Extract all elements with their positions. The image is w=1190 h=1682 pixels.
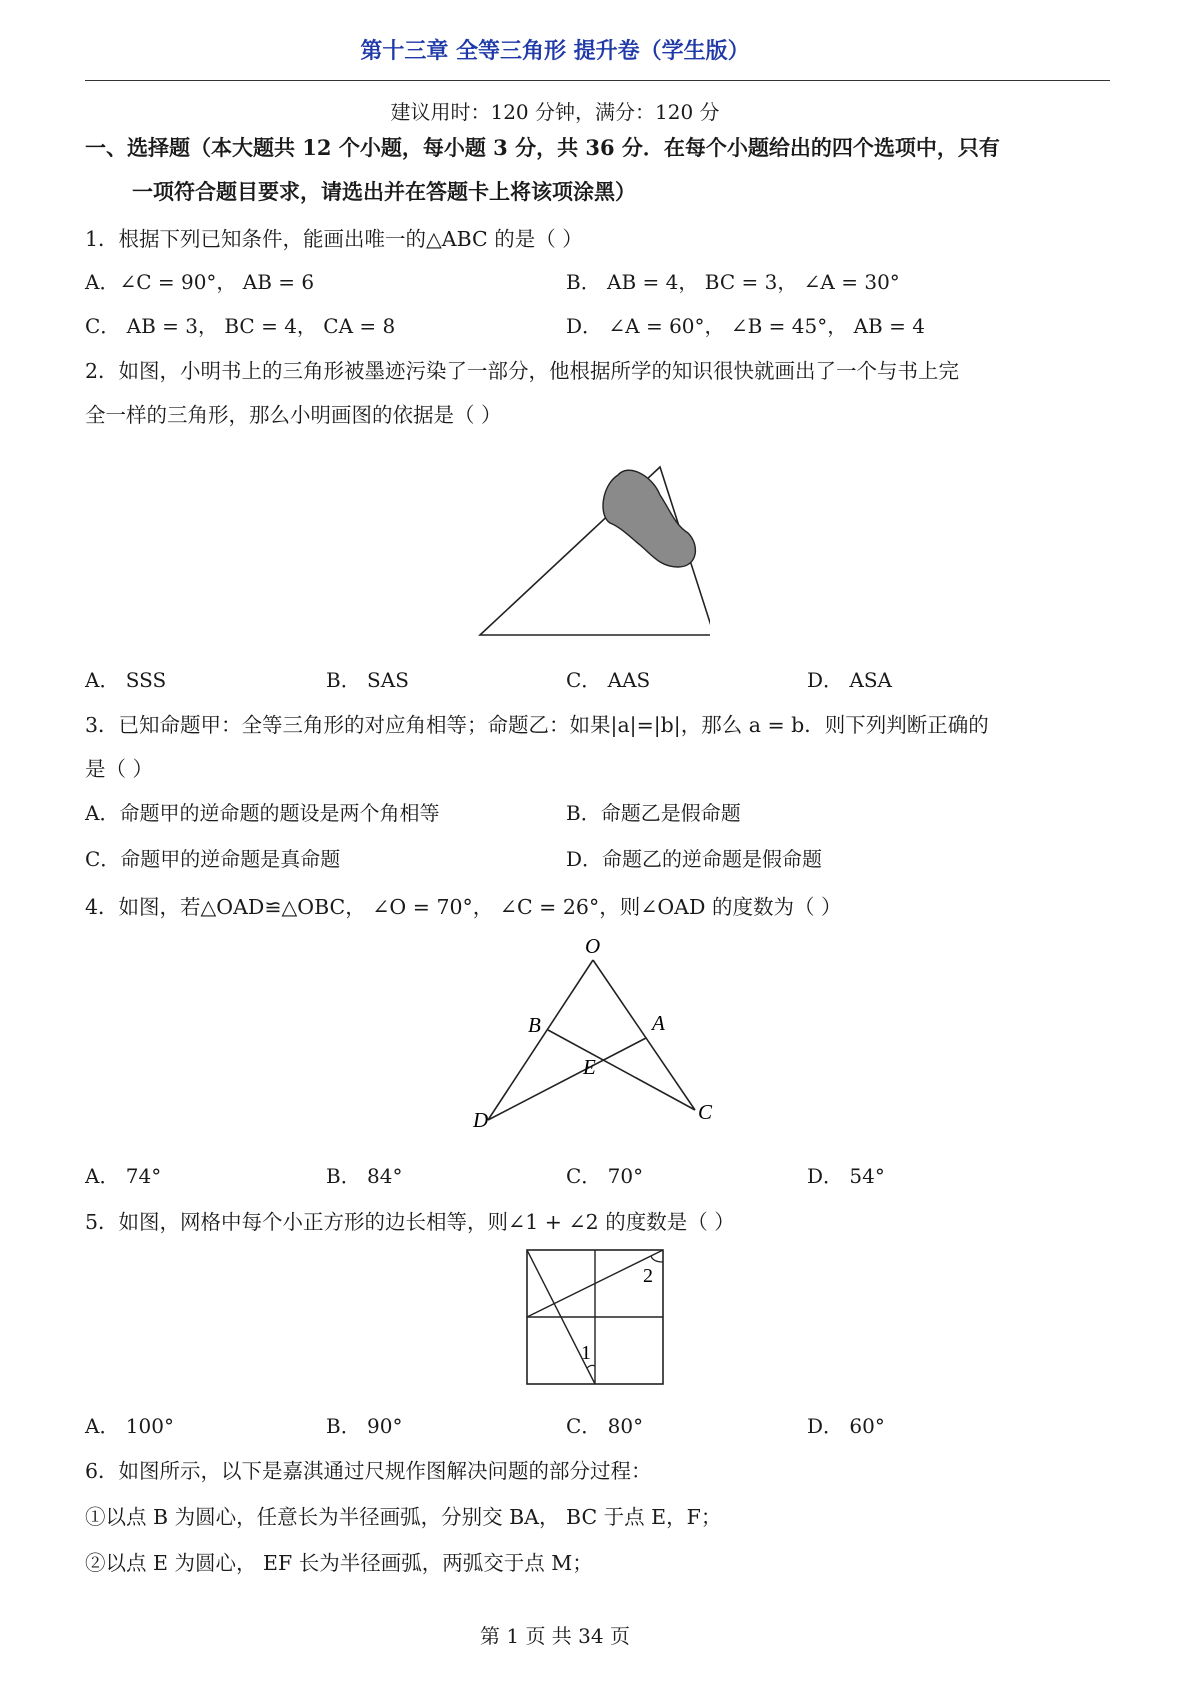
q2-stem-line1: 2．如图，小明书上的三角形被墨迹污染了一部分，他根据所学的知识很快就画出了一个与书上完 — [85, 359, 960, 383]
section-heading-line2: 一项符合题目要求，请选出并在答题卡上将该项涂黑） — [132, 179, 636, 204]
q4-option-c: C． 70° — [566, 1164, 644, 1188]
q4-figure — [460, 935, 730, 1135]
q4-line-bc — [548, 1030, 695, 1110]
q5-option-b: B． 90° — [326, 1414, 403, 1438]
q4-label-b: B — [528, 1013, 541, 1037]
q1-option-d: D． ∠A = 60°， ∠B = 45°， AB = 4 — [566, 314, 925, 338]
q4-option-d: D． 54° — [807, 1164, 885, 1188]
q2-option-c: C． AAS — [566, 668, 651, 692]
q5-figure — [525, 1248, 667, 1388]
q5-label-1: 1 — [581, 1342, 591, 1364]
section-heading-line1: 一、选择题（本大题共 12 个小题，每小题 3 分，共 36 分．在每个小题给出的四个选项中，只有 — [85, 135, 1000, 160]
q4-label-e: E — [583, 1055, 596, 1079]
q4-line-oc — [593, 960, 695, 1110]
q3-option-a: A．命题甲的逆命题的题设是两个角相等 — [85, 801, 440, 825]
q5-stem: 5．如图，网格中每个小正方形的边长相等，则∠1 + ∠2 的度数是（ ） — [85, 1210, 735, 1234]
q4-line-od — [488, 960, 593, 1120]
q4-label-d: D — [473, 1108, 489, 1132]
q4-label-o: O — [585, 935, 601, 958]
q3-option-c: C．命题甲的逆命题是真命题 — [85, 847, 341, 871]
q6-stem: 6．如图所示，以下是嘉淇通过尺规作图解决问题的部分过程： — [85, 1459, 652, 1483]
q1-stem: 1．根据下列已知条件，能画出唯一的△ABC 的是（ ） — [85, 227, 583, 251]
time-and-score: 建议用时：120 分钟，满分：120 分 — [390, 100, 720, 124]
q2-option-a: A． SSS — [85, 668, 167, 692]
page-number: 第 1 页 共 34 页 — [480, 1624, 630, 1648]
q4-label-a: A — [652, 1011, 665, 1035]
q2-option-d: D． ASA — [807, 668, 892, 692]
q5-angle1-arc — [587, 1365, 595, 1368]
q4-label-c: C — [698, 1100, 713, 1124]
q5-angle2-arc — [651, 1256, 663, 1262]
q2-figure — [470, 455, 710, 645]
q2-ink-blot — [603, 470, 695, 567]
q2-stem-line2: 全一样的三角形，那么小明画图的依据是（ ） — [85, 403, 502, 427]
q2-option-b: B． SAS — [326, 668, 409, 692]
q1-option-c: C． AB = 3， BC = 4， CA = 8 — [85, 314, 396, 338]
q3-stem-line2: 是（ ） — [85, 757, 154, 781]
q4-option-b: B． 84° — [326, 1164, 403, 1188]
q1-option-a: A．∠C = 90°， AB = 6 — [85, 270, 315, 294]
q5-label-2: 2 — [643, 1265, 653, 1287]
q4-line-ad — [488, 1038, 646, 1120]
q6-step2: ②以点 E 为圆心， EF 长为半径画弧，两弧交于点 M； — [85, 1551, 593, 1575]
q4-option-a: A． 74° — [85, 1164, 162, 1188]
q1-option-b: B． AB = 4， BC = 3， ∠A = 30° — [566, 270, 900, 294]
q4-stem: 4．如图，若△OAD≌△OBC， ∠O = 70°， ∠C = 26°，则∠OAD 的度数为（ ） — [85, 895, 842, 919]
q3-option-d: D．命题乙的逆命题是假命题 — [566, 847, 823, 871]
q3-option-b: B．命题乙是假命题 — [566, 801, 741, 825]
q6-step1: ①以点 B 为圆心，任意长为半径画弧，分别交 BA， BC 于点 E，F； — [85, 1505, 722, 1529]
q5-option-a: A． 100° — [85, 1414, 174, 1438]
header-divider — [85, 80, 1110, 81]
q5-option-d: D． 60° — [807, 1414, 885, 1438]
q5-option-c: C． 80° — [566, 1414, 644, 1438]
document-title: 第十三章 全等三角形 提升卷（学生版） — [360, 38, 750, 64]
q3-stem-line1: 3．已知命题甲：全等三角形的对应角相等；命题乙：如果|a|=|b|，那么 a = b．则下列判断正确的 — [85, 713, 989, 737]
